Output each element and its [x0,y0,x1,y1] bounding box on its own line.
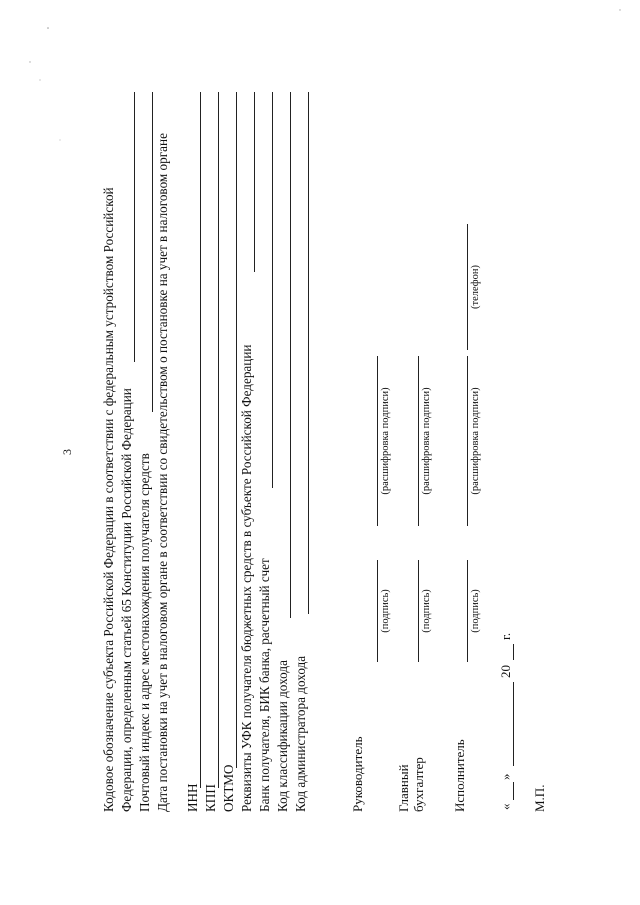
chief-accountant-signature-caption: (подпись) [421,589,432,633]
date-year-prefix: 20 [498,665,513,678]
field-income-admin-code: Код администратора дохода [293,655,308,812]
header-line-registration-date: Дата постановки на учет в налоговом органе в соответствии со свидетельством о постановке на учет в налоговом органе [155,133,170,812]
header-line-address: Почтовый индекс и адрес местонахождения получателя средств [137,453,152,812]
income-admin-fill-line[interactable] [308,92,309,614]
executor-signature-caption: (подпись) [470,589,481,633]
inn-fill-line[interactable] [200,92,201,788]
date-open-quote: « [498,803,513,810]
field-ufk-details: Реквизиты УФК получателя бюджетных средств в субъекте Российской Федерации [239,344,254,812]
executor-signature-line[interactable] [467,560,468,662]
executor-phone-line[interactable] [467,224,468,350]
head-signature-caption: (подпись) [380,589,391,633]
field-oktmo: ОКТМО [221,764,236,812]
date-close-quote: » [498,773,513,780]
date-year-line[interactable] [513,644,514,660]
kpp-fill-line[interactable] [218,92,219,788]
income-code-fill-line[interactable] [290,92,291,618]
ufk-fill-line[interactable] [254,92,255,272]
head-signature-line[interactable] [377,560,378,662]
header-line-region-code: Кодовое обозначение субъекта Российской Федерации в соответствии с федеральным устройством Российской [101,187,116,812]
executor-phone-caption: (телефон) [470,265,481,309]
executor-label: Исполнитель [452,739,467,812]
header-line-constitution: Федерации, определенным статьей 65 Конституции Российской Федерации [119,388,134,812]
chief-accountant-signature-line[interactable] [418,560,419,662]
field-income-code: Код классификации дохода [275,660,290,812]
date-day-line[interactable] [513,782,514,800]
bank-fill-line[interactable] [272,92,273,488]
chief-accountant-decode-line[interactable] [418,356,419,526]
field-inn: ИНН [185,783,200,812]
head-label: Руководитель [350,736,365,812]
rotated-form-page [60,72,580,832]
head-decode-caption: (расшифровка подписи) [380,387,391,495]
date-month-line[interactable] [513,682,514,766]
executor-decode-line[interactable] [467,356,468,526]
field-kpp: КПП [203,784,218,812]
field-bank-details: Банк получателя, БИК банка, расчетный счет [257,558,272,812]
chief-accountant-label-1: Главный [396,764,411,812]
oktmo-fill-line[interactable] [236,92,237,768]
stamp-place: М.П. [532,784,547,812]
executor-decode-caption: (расшифровка подписи) [470,387,481,495]
chief-accountant-decode-caption: (расшифровка подписи) [421,387,432,495]
region-code-fill-line[interactable] [134,92,135,362]
head-decode-line[interactable] [377,356,378,526]
address-fill-line[interactable] [152,92,153,412]
chief-accountant-label-2: бухгалтер [411,757,426,812]
page-number: 3 [60,449,74,455]
date-year-suffix: г. [498,632,513,640]
